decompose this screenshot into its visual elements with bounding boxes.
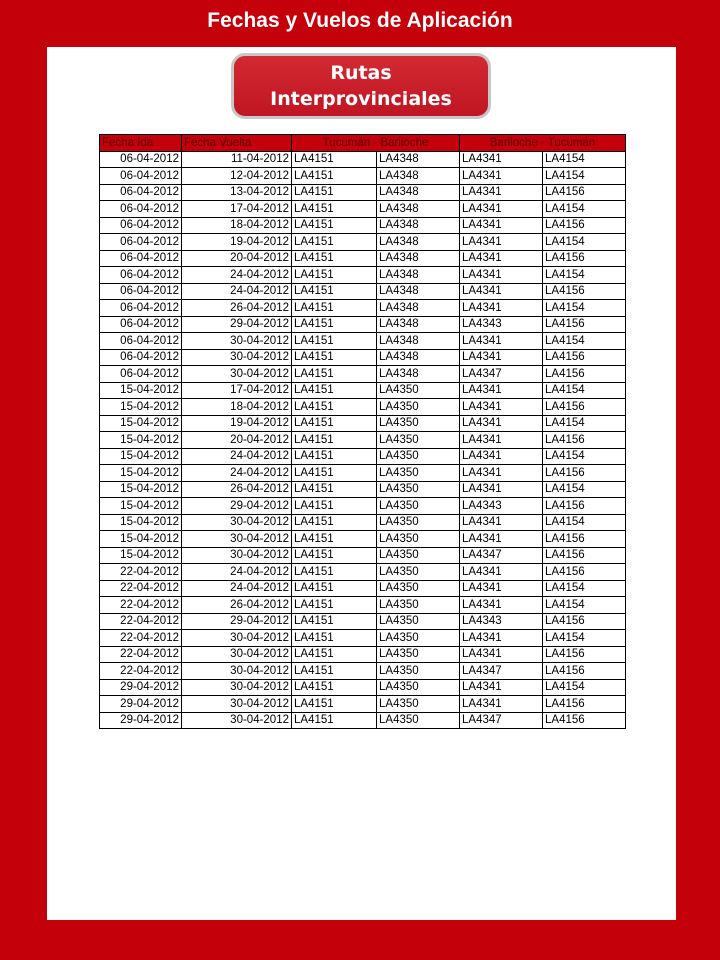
fecha-ida-cell: 15-04-2012 (100, 531, 182, 548)
flight-back-2-cell: LA4156 (543, 663, 626, 680)
flight-out-2-cell: LA4348 (377, 300, 460, 317)
flight-out-2-cell: LA4348 (377, 250, 460, 267)
table-body (100, 151, 626, 729)
table-row (100, 696, 626, 713)
flight-back-1-cell: LA4341 (460, 217, 543, 234)
flight-back-1-cell: LA4347 (460, 712, 543, 729)
fecha-ida-cell: 06-04-2012 (100, 283, 182, 300)
fecha-vuelta-cell: 11-04-2012 (182, 151, 292, 168)
flight-back-1-cell: LA4341 (460, 465, 543, 482)
flight-out-2-cell: LA4350 (377, 597, 460, 614)
table-row (100, 597, 626, 614)
flights-table (99, 134, 626, 729)
fecha-ida-cell: 15-04-2012 (100, 432, 182, 449)
fecha-vuelta-cell: 30-04-2012 (182, 679, 292, 696)
flight-back-2-cell: LA4156 (543, 349, 626, 366)
fecha-ida-cell: 06-04-2012 (100, 184, 182, 201)
flight-back-1-cell: LA4341 (460, 184, 543, 201)
flight-back-1-cell: LA4341 (460, 415, 543, 432)
flight-out-1-cell: LA4151 (292, 250, 377, 267)
flight-out-1-cell: LA4151 (292, 679, 377, 696)
flight-back-1-cell: LA4341 (460, 432, 543, 449)
fecha-ida-cell: 15-04-2012 (100, 514, 182, 531)
flight-out-1-cell: LA4151 (292, 646, 377, 663)
flight-out-2-cell: LA4350 (377, 679, 460, 696)
fecha-ida-cell: 15-04-2012 (100, 547, 182, 564)
flight-back-1-cell: LA4341 (460, 201, 543, 218)
table-row (100, 630, 626, 647)
flight-back-1-cell: LA4341 (460, 349, 543, 366)
flight-out-2-cell: LA4350 (377, 663, 460, 680)
flight-out-1-cell: LA4151 (292, 597, 377, 614)
fecha-vuelta-cell: 30-04-2012 (182, 514, 292, 531)
flight-out-2-cell: LA4350 (377, 696, 460, 713)
flight-out-2-cell: LA4350 (377, 498, 460, 515)
flight-out-1-cell: LA4151 (292, 415, 377, 432)
flight-back-2-cell: LA4154 (543, 415, 626, 432)
flight-out-1-cell: LA4151 (292, 465, 377, 482)
fecha-vuelta-cell: 29-04-2012 (182, 613, 292, 630)
flight-out-2-cell: LA4348 (377, 168, 460, 185)
fecha-ida-cell: 06-04-2012 (100, 366, 182, 383)
flight-back-2-cell: LA4156 (543, 399, 626, 416)
flight-back-1-cell: LA4341 (460, 597, 543, 614)
fecha-vuelta-cell: 26-04-2012 (182, 481, 292, 498)
fecha-vuelta-cell: 30-04-2012 (182, 547, 292, 564)
flight-out-2-cell: LA4348 (377, 267, 460, 284)
flight-out-2-cell: LA4350 (377, 564, 460, 581)
table-row (100, 712, 626, 729)
flight-out-2-cell: LA4350 (377, 580, 460, 597)
flight-out-2-cell: LA4348 (377, 349, 460, 366)
fecha-vuelta-cell: 19-04-2012 (182, 234, 292, 251)
flight-back-2-cell: LA4154 (543, 514, 626, 531)
flight-out-1-cell: LA4151 (292, 564, 377, 581)
fecha-vuelta-cell: 30-04-2012 (182, 712, 292, 729)
flight-back-2-cell: LA4156 (543, 316, 626, 333)
table-row (100, 448, 626, 465)
table-row (100, 465, 626, 482)
flight-out-1-cell: LA4151 (292, 712, 377, 729)
flight-out-1-cell: LA4151 (292, 151, 377, 168)
table-row (100, 184, 626, 201)
flight-out-2-cell: LA4350 (377, 465, 460, 482)
fecha-vuelta-cell: 30-04-2012 (182, 663, 292, 680)
table-row (100, 316, 626, 333)
fecha-ida-cell: 15-04-2012 (100, 448, 182, 465)
table-row (100, 415, 626, 432)
fecha-vuelta-cell: 24-04-2012 (182, 283, 292, 300)
flight-back-1-cell: LA4341 (460, 300, 543, 317)
flight-out-2-cell: LA4350 (377, 432, 460, 449)
flight-out-2-cell: LA4350 (377, 481, 460, 498)
header-route-out: Tucumán - Bariloche (292, 135, 460, 152)
flight-out-2-cell: LA4350 (377, 399, 460, 416)
fecha-ida-cell: 06-04-2012 (100, 151, 182, 168)
flight-back-1-cell: LA4341 (460, 234, 543, 251)
flight-back-2-cell: LA4154 (543, 234, 626, 251)
flight-out-1-cell: LA4151 (292, 217, 377, 234)
fecha-ida-cell: 06-04-2012 (100, 201, 182, 218)
flight-out-1-cell: LA4151 (292, 316, 377, 333)
flight-out-2-cell: LA4348 (377, 234, 460, 251)
header-route-back: Bariloche - Tucumán (460, 135, 626, 152)
flight-out-1-cell: LA4151 (292, 382, 377, 399)
fecha-vuelta-cell: 20-04-2012 (182, 432, 292, 449)
flight-back-1-cell: LA4341 (460, 267, 543, 284)
flight-out-2-cell: LA4348 (377, 201, 460, 218)
flight-out-2-cell: LA4350 (377, 630, 460, 647)
flight-back-1-cell: LA4343 (460, 613, 543, 630)
badge-line-2: Interprovinciales (270, 88, 452, 110)
flight-out-1-cell: LA4151 (292, 234, 377, 251)
fecha-ida-cell: 15-04-2012 (100, 415, 182, 432)
table-header-row (100, 135, 626, 152)
flight-out-2-cell: LA4348 (377, 333, 460, 350)
flight-back-2-cell: LA4156 (543, 250, 626, 267)
flight-out-2-cell: LA4350 (377, 415, 460, 432)
flight-back-2-cell: LA4156 (543, 712, 626, 729)
fecha-vuelta-cell: 18-04-2012 (182, 399, 292, 416)
fecha-vuelta-cell: 24-04-2012 (182, 448, 292, 465)
fecha-vuelta-cell: 20-04-2012 (182, 250, 292, 267)
flight-back-1-cell: LA4341 (460, 382, 543, 399)
flight-back-1-cell: LA4341 (460, 333, 543, 350)
flight-out-2-cell: LA4350 (377, 712, 460, 729)
table-row (100, 234, 626, 251)
fecha-ida-cell: 22-04-2012 (100, 646, 182, 663)
flight-back-1-cell: LA4341 (460, 151, 543, 168)
flight-back-2-cell: LA4154 (543, 267, 626, 284)
flight-out-1-cell: LA4151 (292, 448, 377, 465)
table-row (100, 564, 626, 581)
flight-back-2-cell: LA4154 (543, 151, 626, 168)
fecha-ida-cell: 29-04-2012 (100, 712, 182, 729)
flight-back-1-cell: LA4341 (460, 481, 543, 498)
flight-back-1-cell: LA4341 (460, 448, 543, 465)
fecha-vuelta-cell: 18-04-2012 (182, 217, 292, 234)
flight-out-1-cell: LA4151 (292, 184, 377, 201)
flight-out-1-cell: LA4151 (292, 168, 377, 185)
fecha-vuelta-cell: 29-04-2012 (182, 316, 292, 333)
fecha-ida-cell: 06-04-2012 (100, 168, 182, 185)
flight-out-1-cell: LA4151 (292, 613, 377, 630)
flight-back-2-cell: LA4156 (543, 217, 626, 234)
flight-back-2-cell: LA4156 (543, 184, 626, 201)
flight-out-1-cell: LA4151 (292, 432, 377, 449)
fecha-ida-cell: 15-04-2012 (100, 399, 182, 416)
flight-out-1-cell: LA4151 (292, 201, 377, 218)
flight-out-2-cell: LA4350 (377, 514, 460, 531)
flight-out-2-cell: LA4348 (377, 151, 460, 168)
fecha-vuelta-cell: 26-04-2012 (182, 597, 292, 614)
table-row (100, 580, 626, 597)
flight-back-2-cell: LA4154 (543, 481, 626, 498)
flight-back-2-cell: LA4156 (543, 366, 626, 383)
flight-out-1-cell: LA4151 (292, 267, 377, 284)
flight-out-2-cell: LA4348 (377, 316, 460, 333)
flight-back-1-cell: LA4341 (460, 514, 543, 531)
flight-out-1-cell: LA4151 (292, 547, 377, 564)
fecha-vuelta-cell: 12-04-2012 (182, 168, 292, 185)
fecha-ida-cell: 06-04-2012 (100, 300, 182, 317)
header-fecha-vuelta: Fecha Vuelta (182, 135, 292, 152)
flight-out-2-cell: LA4350 (377, 613, 460, 630)
fecha-ida-cell: 15-04-2012 (100, 382, 182, 399)
fecha-vuelta-cell: 24-04-2012 (182, 465, 292, 482)
flight-back-2-cell: LA4154 (543, 168, 626, 185)
table-row (100, 679, 626, 696)
fecha-ida-cell: 06-04-2012 (100, 316, 182, 333)
flight-back-1-cell: LA4341 (460, 646, 543, 663)
flight-out-1-cell: LA4151 (292, 514, 377, 531)
flight-out-1-cell: LA4151 (292, 696, 377, 713)
flight-back-1-cell: LA4341 (460, 696, 543, 713)
flight-back-2-cell: LA4154 (543, 201, 626, 218)
fecha-vuelta-cell: 30-04-2012 (182, 333, 292, 350)
flight-back-2-cell: LA4154 (543, 630, 626, 647)
table-row (100, 349, 626, 366)
flight-out-2-cell: LA4348 (377, 283, 460, 300)
table-row (100, 481, 626, 498)
flight-out-2-cell: LA4348 (377, 184, 460, 201)
table-row (100, 646, 626, 663)
flight-back-1-cell: LA4347 (460, 663, 543, 680)
fecha-ida-cell: 06-04-2012 (100, 267, 182, 284)
flight-back-2-cell: LA4154 (543, 448, 626, 465)
badge-line-1: Rutas (330, 62, 392, 84)
table-row (100, 283, 626, 300)
flight-out-1-cell: LA4151 (292, 580, 377, 597)
fecha-vuelta-cell: 24-04-2012 (182, 580, 292, 597)
fecha-ida-cell: 22-04-2012 (100, 613, 182, 630)
fecha-ida-cell: 06-04-2012 (100, 333, 182, 350)
flight-back-1-cell: LA4341 (460, 564, 543, 581)
table-row (100, 547, 626, 564)
table-row (100, 663, 626, 680)
flight-back-1-cell: LA4347 (460, 547, 543, 564)
flight-out-1-cell: LA4151 (292, 399, 377, 416)
flight-back-1-cell: LA4341 (460, 630, 543, 647)
flight-back-2-cell: LA4156 (543, 696, 626, 713)
flight-out-2-cell: LA4350 (377, 448, 460, 465)
fecha-vuelta-cell: 19-04-2012 (182, 415, 292, 432)
fecha-vuelta-cell: 26-04-2012 (182, 300, 292, 317)
fecha-ida-cell: 22-04-2012 (100, 663, 182, 680)
table-row (100, 250, 626, 267)
flight-back-1-cell: LA4343 (460, 316, 543, 333)
flight-out-2-cell: LA4350 (377, 646, 460, 663)
flight-back-2-cell: LA4154 (543, 580, 626, 597)
fecha-ida-cell: 15-04-2012 (100, 498, 182, 515)
fecha-ida-cell: 29-04-2012 (100, 679, 182, 696)
fecha-vuelta-cell: 29-04-2012 (182, 498, 292, 515)
flight-back-1-cell: LA4341 (460, 399, 543, 416)
table-row (100, 613, 626, 630)
flight-out-1-cell: LA4151 (292, 498, 377, 515)
section-badge (231, 53, 491, 119)
flight-back-2-cell: LA4154 (543, 597, 626, 614)
fecha-vuelta-cell: 24-04-2012 (182, 267, 292, 284)
page-title: Fechas y Vuelos de Aplicación (207, 9, 513, 32)
fecha-vuelta-cell: 13-04-2012 (182, 184, 292, 201)
flight-out-1-cell: LA4151 (292, 333, 377, 350)
fecha-vuelta-cell: 30-04-2012 (182, 366, 292, 383)
flight-out-1-cell: LA4151 (292, 481, 377, 498)
fecha-ida-cell: 22-04-2012 (100, 630, 182, 647)
fecha-ida-cell: 06-04-2012 (100, 250, 182, 267)
flight-back-2-cell: LA4156 (543, 498, 626, 515)
table-row (100, 498, 626, 515)
flight-back-1-cell: LA4341 (460, 531, 543, 548)
flight-out-1-cell: LA4151 (292, 300, 377, 317)
table-row (100, 399, 626, 416)
fecha-vuelta-cell: 30-04-2012 (182, 696, 292, 713)
flight-back-1-cell: LA4347 (460, 366, 543, 383)
flight-back-1-cell: LA4341 (460, 679, 543, 696)
flight-out-2-cell: LA4350 (377, 531, 460, 548)
fecha-vuelta-cell: 30-04-2012 (182, 531, 292, 548)
fecha-ida-cell: 22-04-2012 (100, 597, 182, 614)
flight-back-1-cell: LA4341 (460, 580, 543, 597)
flight-back-2-cell: LA4156 (543, 432, 626, 449)
table-row (100, 151, 626, 168)
fecha-ida-cell: 15-04-2012 (100, 481, 182, 498)
flight-back-1-cell: LA4341 (460, 250, 543, 267)
header-fecha-ida: Fecha Ida (100, 135, 182, 152)
flight-back-2-cell: LA4156 (543, 531, 626, 548)
flight-out-2-cell: LA4350 (377, 547, 460, 564)
table-row (100, 432, 626, 449)
table-row (100, 168, 626, 185)
table-row (100, 382, 626, 399)
table-row (100, 366, 626, 383)
fecha-ida-cell: 29-04-2012 (100, 696, 182, 713)
flight-out-2-cell: LA4348 (377, 217, 460, 234)
flight-back-2-cell: LA4156 (543, 547, 626, 564)
fecha-ida-cell: 22-04-2012 (100, 564, 182, 581)
flight-out-1-cell: LA4151 (292, 630, 377, 647)
flight-back-2-cell: LA4156 (543, 564, 626, 581)
flight-back-1-cell: LA4341 (460, 168, 543, 185)
table-row (100, 514, 626, 531)
table-row (100, 217, 626, 234)
fecha-ida-cell: 06-04-2012 (100, 217, 182, 234)
table-row (100, 201, 626, 218)
table-row (100, 333, 626, 350)
flight-out-2-cell: LA4348 (377, 366, 460, 383)
flight-back-1-cell: LA4341 (460, 283, 543, 300)
flight-out-1-cell: LA4151 (292, 531, 377, 548)
fecha-vuelta-cell: 30-04-2012 (182, 646, 292, 663)
fecha-ida-cell: 06-04-2012 (100, 234, 182, 251)
table-row (100, 300, 626, 317)
fecha-vuelta-cell: 24-04-2012 (182, 564, 292, 581)
fecha-vuelta-cell: 17-04-2012 (182, 382, 292, 399)
flight-out-1-cell: LA4151 (292, 349, 377, 366)
table-row (100, 531, 626, 548)
fecha-ida-cell: 06-04-2012 (100, 349, 182, 366)
flight-back-2-cell: LA4156 (543, 465, 626, 482)
flight-back-2-cell: LA4154 (543, 679, 626, 696)
table-row (100, 267, 626, 284)
fecha-ida-cell: 15-04-2012 (100, 465, 182, 482)
fecha-vuelta-cell: 17-04-2012 (182, 201, 292, 218)
flight-out-1-cell: LA4151 (292, 283, 377, 300)
flight-back-2-cell: LA4154 (543, 333, 626, 350)
fecha-ida-cell: 22-04-2012 (100, 580, 182, 597)
flight-back-2-cell: LA4156 (543, 613, 626, 630)
flight-back-1-cell: LA4343 (460, 498, 543, 515)
flight-back-2-cell: LA4156 (543, 646, 626, 663)
flight-back-2-cell: LA4156 (543, 283, 626, 300)
flight-out-1-cell: LA4151 (292, 663, 377, 680)
fecha-vuelta-cell: 30-04-2012 (182, 349, 292, 366)
flight-back-2-cell: LA4154 (543, 300, 626, 317)
fecha-vuelta-cell: 30-04-2012 (182, 630, 292, 647)
flight-back-2-cell: LA4154 (543, 382, 626, 399)
flight-out-2-cell: LA4350 (377, 382, 460, 399)
flight-out-1-cell: LA4151 (292, 366, 377, 383)
